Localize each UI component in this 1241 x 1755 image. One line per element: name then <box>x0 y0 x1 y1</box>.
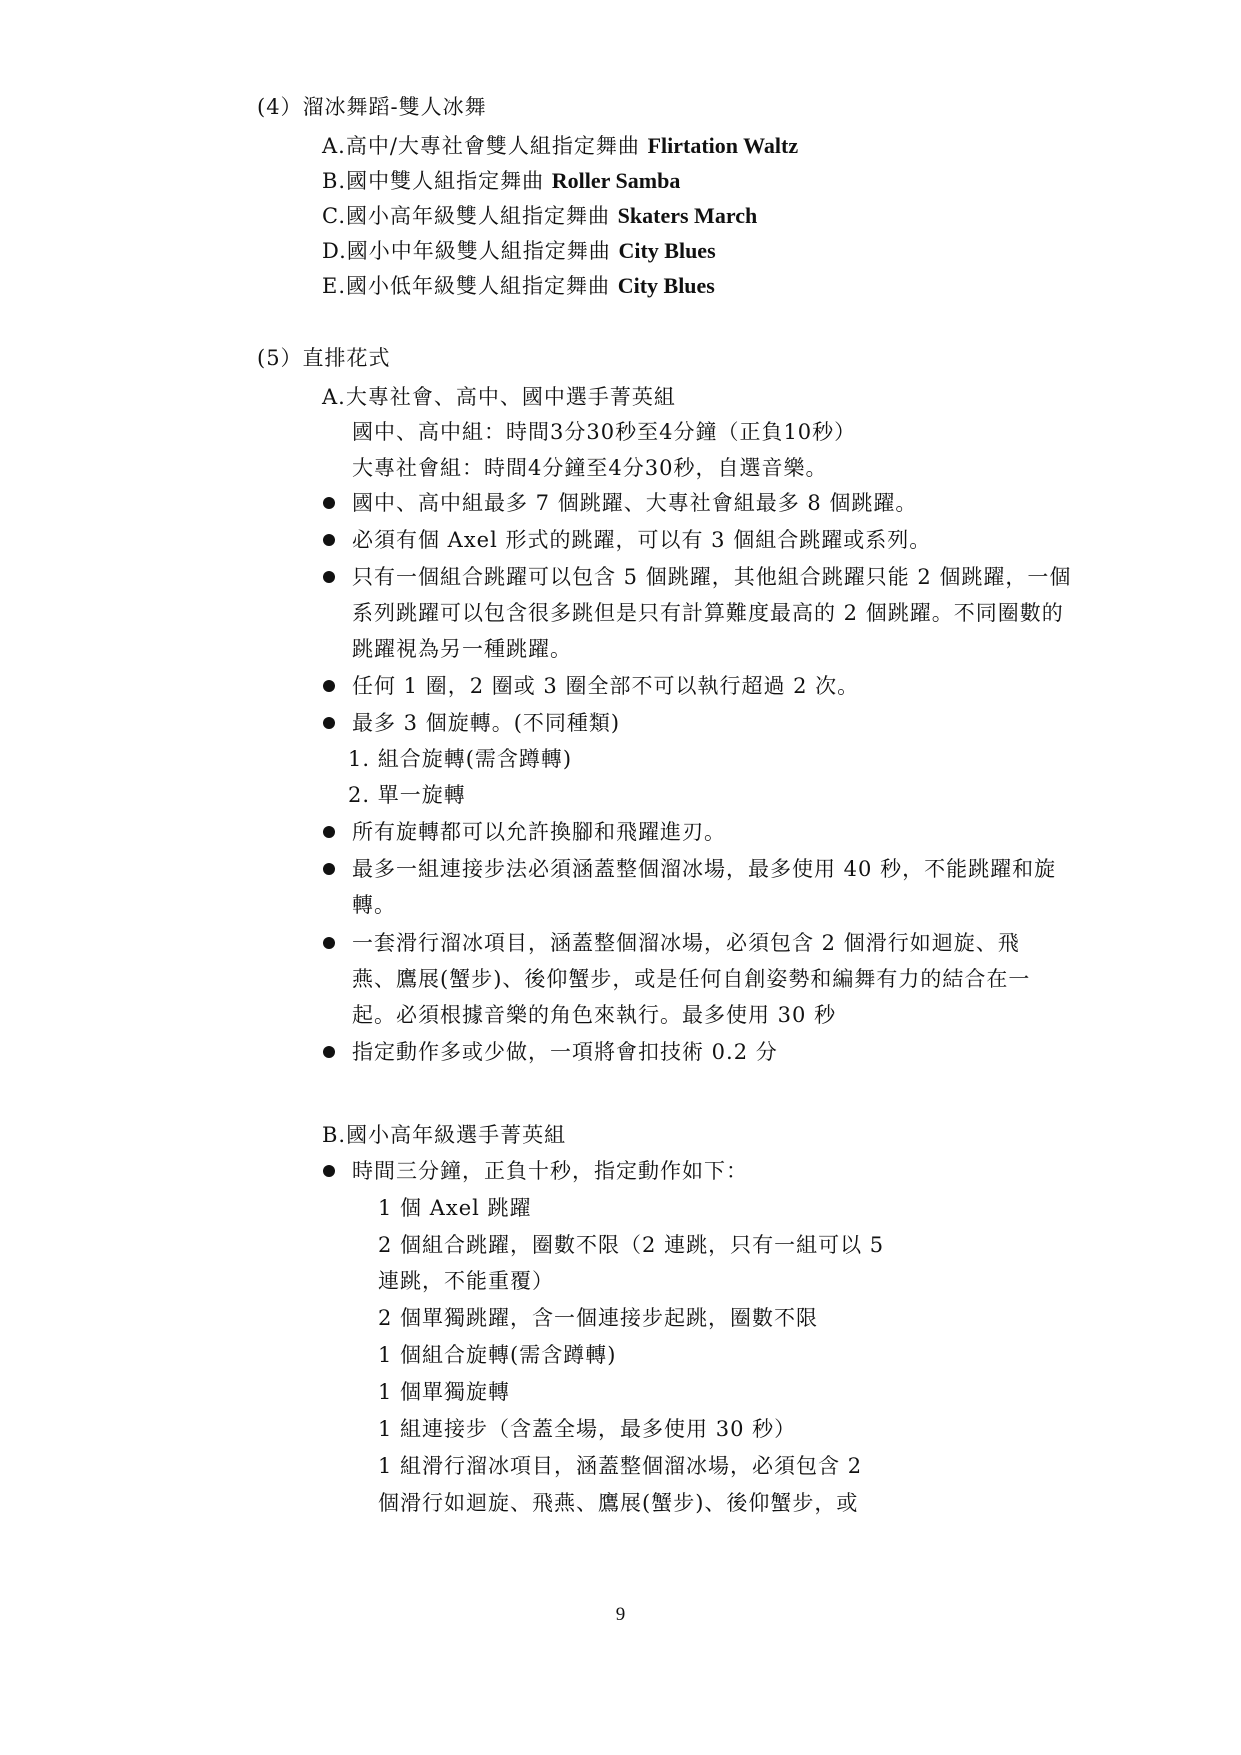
list-item-continuation: 起。必須根據音樂的角色來執行。最多使用 30 秒 <box>352 1003 837 1027</box>
list-item: 時間三分鐘，正負十秒，指定動作如下： <box>352 1159 748 1183</box>
group-b-item: 2 個組合跳躍，圈數不限（2 連跳，只有一組可以 5 <box>378 1233 885 1257</box>
group-b-title: B.國小高年級選手菁英組 <box>322 1123 567 1147</box>
group-a-title: A.大專社會、高中、國中選手菁英組 <box>322 385 676 409</box>
bullet-icon <box>323 863 335 875</box>
group-b-item: 1 個單獨旋轉 <box>378 1380 511 1404</box>
bullet-icon <box>323 1046 335 1058</box>
group-b-item-continuation: 個滑行如迴旋、飛燕、鷹展(蟹步)、後仰蟹步，或 <box>378 1491 859 1515</box>
list-item: 指定動作多或少做，一項將會扣技術 0.2 分 <box>352 1040 778 1064</box>
section-4-heading: (4）溜冰舞蹈-雙人冰舞 <box>257 95 487 119</box>
list-item: B.國中雙人組指定舞曲 Roller Samba <box>322 168 681 193</box>
group-a-time-line: 國中、高中組：時間3分30秒至4分鐘（正負10秒） <box>352 420 857 444</box>
list-item: 一套滑行溜冰項目，涵蓋整個溜冰場，必須包含 2 個滑行如迴旋、飛 <box>352 931 1020 955</box>
group-a-time-line: 大專社會組：時間4分鐘至4分30秒，自選音樂。 <box>352 456 828 480</box>
bullet-icon <box>323 937 335 949</box>
list-item: 任何 1 圈，2 圈或 3 圈全部不可以執行超過 2 次。 <box>352 674 860 698</box>
list-item-continuation: 轉。 <box>352 893 396 917</box>
sub-item: 1. 組合旋轉(需含蹲轉) <box>348 747 573 771</box>
sub-item: 2. 單一旋轉 <box>348 783 466 807</box>
group-b-item: 1 組連接步（含蓋全場，最多使用 30 秒） <box>378 1417 797 1441</box>
group-b-item: 1 個 Axel 跳躍 <box>378 1196 532 1220</box>
list-item: 最多一組連接步法必須涵蓋整個溜冰場，最多使用 40 秒，不能跳躍和旋 <box>352 857 1057 881</box>
list-item-continuation: 系列跳躍可以包含很多跳但是只有計算難度最高的 2 個跳躍。不同圈數的 <box>352 601 1064 625</box>
bullet-icon <box>323 534 335 546</box>
list-item: 所有旋轉都可以允許換腳和飛躍進刃。 <box>352 820 726 844</box>
list-item: C.國小高年級雙人組指定舞曲 Skaters March <box>322 203 758 228</box>
list-item-continuation: 跳躍視為另一種跳躍。 <box>352 637 572 661</box>
bullet-icon <box>323 717 335 729</box>
list-item: 只有一個組合跳躍可以包含 5 個跳躍，其他組合跳躍只能 2 個跳躍，一個 <box>352 565 1072 589</box>
group-b-item: 1 組滑行溜冰項目，涵蓋整個溜冰場，必須包含 2 <box>378 1454 863 1478</box>
list-item-continuation: 燕、鷹展(蟹步)、後仰蟹步，或是任何自創姿勢和編舞有力的結合在一 <box>352 967 1031 991</box>
bullet-icon <box>323 680 335 692</box>
list-item: 最多 3 個旋轉。(不同種類) <box>352 711 621 735</box>
page-number: 9 <box>615 1604 626 1625</box>
section-5-heading: (5）直排花式 <box>257 346 391 370</box>
bullet-icon <box>323 497 335 509</box>
list-item: 必須有個 Axel 形式的跳躍，可以有 3 個組合跳躍或系列。 <box>352 528 932 552</box>
bullet-icon <box>323 1165 335 1177</box>
list-item: D.國小中年級雙人組指定舞曲 City Blues <box>322 238 716 263</box>
bullet-icon <box>323 826 335 838</box>
list-item: E.國小低年級雙人組指定舞曲 City Blues <box>322 273 715 298</box>
list-item: A.高中/大專社會雙人組指定舞曲 Flirtation Waltz <box>322 133 799 158</box>
bullet-icon <box>323 571 335 583</box>
group-b-item: 2 個單獨跳躍，含一個連接步起跳，圈數不限 <box>378 1306 819 1330</box>
group-b-item: 1 個組合旋轉(需含蹲轉) <box>378 1343 617 1367</box>
list-item: 國中、高中組最多 7 個跳躍、大專社會組最多 8 個跳躍。 <box>352 491 918 515</box>
group-b-item-continuation: 連跳，不能重覆） <box>378 1269 554 1293</box>
